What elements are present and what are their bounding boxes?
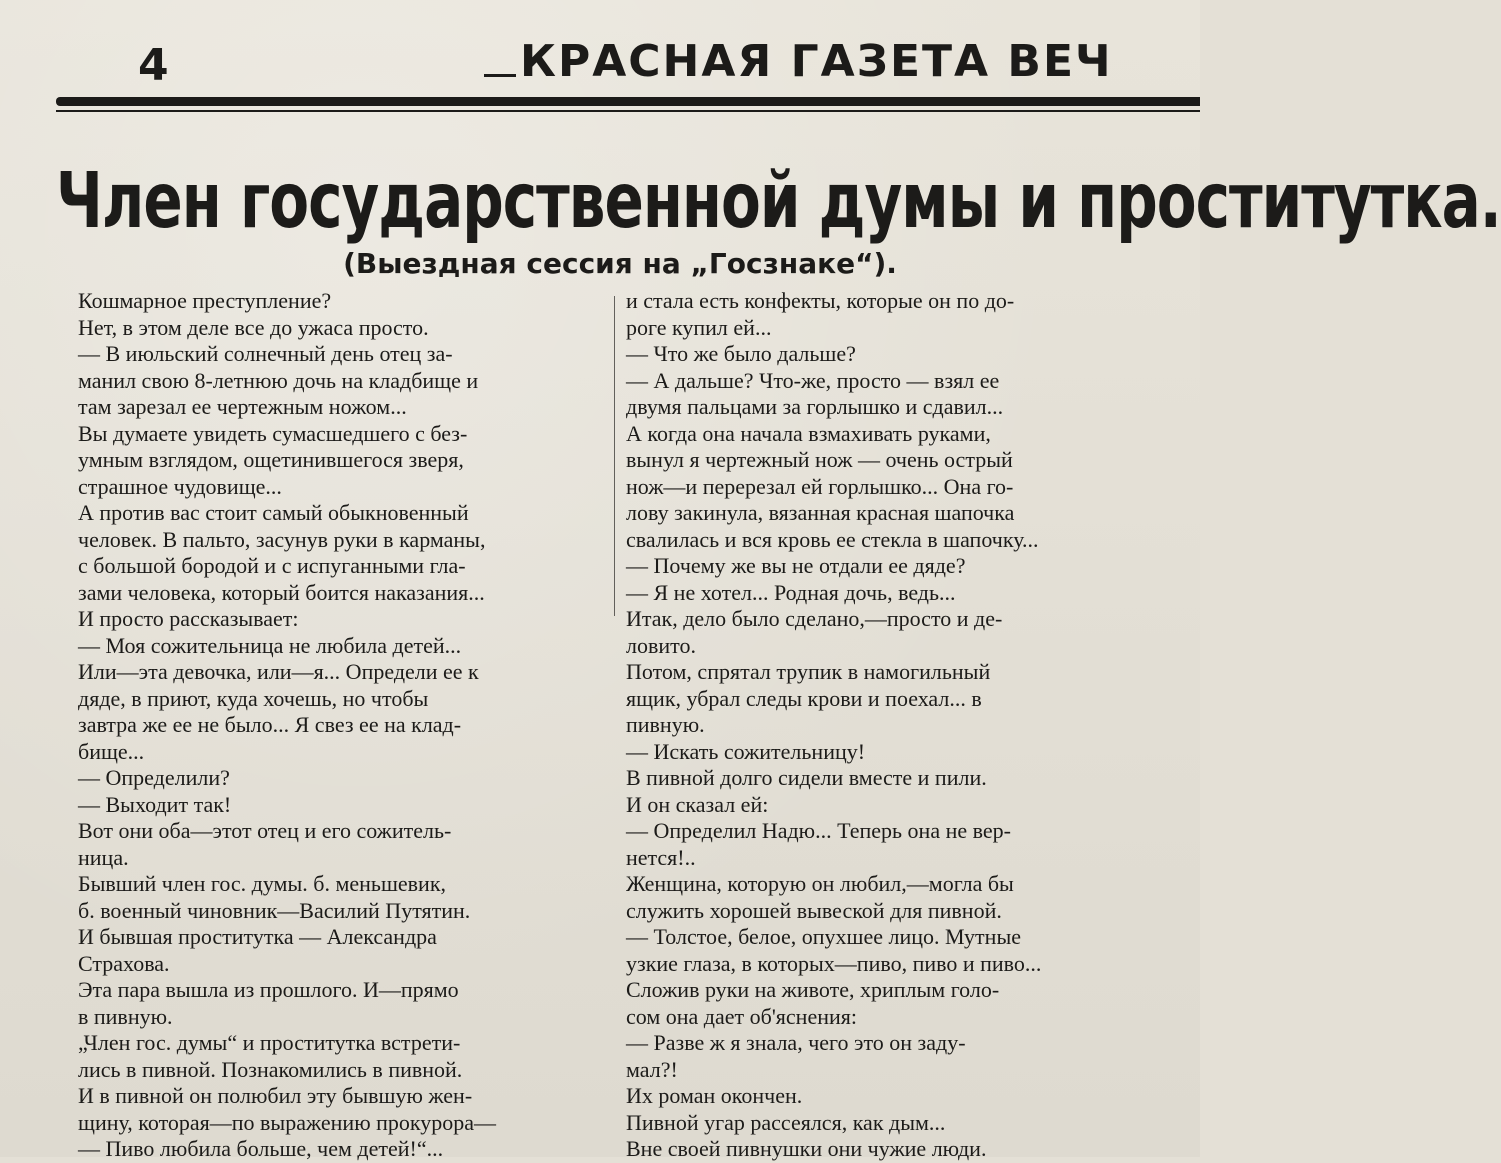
article-line: нож—и перерезал ей горлышко... Она го- [626,473,1014,499]
article-column-right [626,288,1186,1163]
article-line: — Определили? [78,765,230,790]
page-number: 4 [138,40,169,91]
article-line: И бывшая проститутка — Александра [78,924,437,949]
article-line: Их роман окончен. [626,1083,803,1108]
page-header [0,30,1200,92]
article-line: бище... [78,738,145,764]
article-line: И он сказал ей: [626,791,769,817]
masthead: КРАСНАЯ ГАЗЕТА ВЕЧ [520,36,1113,87]
article-line: Вы думаете увидеть сумасшедшего с без- [78,420,468,446]
article-line: умным взглядом, ощетинившегося зверя, [78,447,464,472]
article-line: А против вас стоит самый обыкновенный [78,500,469,525]
article-line: нется!.. [626,844,696,870]
article-line: и стала есть конфекты, которые он по до- [626,288,1015,313]
article-line: сом она дает об'яснения: [626,1003,857,1029]
article-line: страшное чудовище... [78,473,282,499]
article-line: человек. В пальто, засунув руки в карманы, [78,526,486,552]
article-line: В пивной долго сидели вместе и пили. [626,765,987,790]
article-line: Страхова. [78,950,170,976]
article-line: ница. [78,844,129,870]
article-line: пивную. [626,712,705,737]
article-line: — Моя сожительница не любила детей... [78,632,462,658]
article-line: Сложив руки на животе, хриплым голо- [626,977,1000,1002]
article-line: — А дальше? Что-же, просто — взял ее [626,367,1000,393]
article-line: ловито. [626,632,696,658]
article-line: двумя пальцами за горлышко и сдавил... [626,394,1004,419]
article-line: Или—эта девочка, или—я... Определи ее к [78,659,479,684]
article-line: лись в пивной. Познакомились в пивной. [78,1056,463,1082]
article-headline: Член государственной думы и проститутка. [56,155,1501,246]
article-line: — В июльский солнечный день отец за- [78,341,453,366]
article-line: Кошмарное преступление? [78,288,332,313]
article-line: Женщина, которую он любил,—могла бы [626,871,1014,896]
article-column-left [78,288,608,1163]
article-subhead: (Выездная сессия на „Госзнаке“). [343,247,897,280]
article-line: Итак, дело было сделано,—просто и де- [626,606,1003,631]
article-line: Вне своей пивнушки они чужие люди. [626,1136,987,1161]
article-line: лову закинула, вязанная красная шапочка [626,500,1015,525]
article-line: роге купил ей... [626,314,772,340]
article-line: И просто рассказывает: [78,606,299,631]
article-line: — Я не хотел... Родная дочь, ведь... [626,579,956,605]
article-line: свалилась и вся кровь ее стекла в шапочку... [626,526,1039,552]
article-line: А когда она начала взмахивать руками, [626,420,991,446]
article-line: — Определил Надю... Теперь она не вер- [626,818,1011,843]
article-line: там зарезал ее чертежным ножом... [78,394,407,419]
article-line: дяде, в приют, куда хочешь, но чтобы [78,685,429,711]
article-line: Нет, в этом деле все до ужаса просто. [78,314,429,340]
column-divider [614,296,615,616]
header-rule-thick [56,97,1200,106]
article-line: — Пиво любила больше, чем детей!“... [78,1136,444,1161]
article-line: щину, которая—по выражению прокурора— [78,1109,497,1135]
article-line: Эта пара вышла из прошлого. И—прямо [78,977,459,1002]
article-line: „Член гос. думы“ и проститутка встрети- [78,1030,461,1055]
header-rule-thin [56,110,1200,112]
article-line: — Разве ж я знала, чего это он заду- [626,1030,966,1055]
article-line: — Искать сожительницу! [626,738,866,764]
article-line: служить хорошей вывеской для пивной. [626,897,1002,923]
article-line: Пивной угар рассеялся, как дым... [626,1109,946,1135]
article-line: мал?! [626,1056,678,1082]
article-line: И в пивной он полюбил эту бывшую жен- [78,1083,473,1108]
article-line: Потом, спрятал трупик в намогильный [626,659,991,684]
article-line: в пивную. [78,1003,173,1029]
article-line: — Выходит так! [78,791,232,817]
article-line: зами человека, который боится наказания... [78,579,485,605]
article-line: Вот они оба—этот отец и его сожитель- [78,818,452,843]
article-line: Бывший член гос. думы. б. меньшевик, [78,871,447,896]
article-line: манил свою 8-летнюю дочь на кладбище и [78,367,479,393]
header-dash [484,74,516,77]
article-line: ящик, убрал следы крови и поехал... в [626,685,982,711]
article-line: вынул я чертежный нож — очень острый [626,447,1013,472]
article-line: б. военный чиновник—Василий Путятин. [78,897,471,923]
article-line: — Что же было дальше? [626,341,856,366]
article-line: узкие глаза, в которых—пиво, пиво и пиво... [626,950,1042,976]
article-line: с большой бородой и с испуганными гла- [78,553,466,578]
article-line: — Почему же вы не отдали ее дяде? [626,553,966,578]
article-line: — Толстое, белое, опухшее лицо. Мутные [626,924,1021,949]
article-line: завтра же ее не было... Я свез ее на клад- [78,712,462,737]
